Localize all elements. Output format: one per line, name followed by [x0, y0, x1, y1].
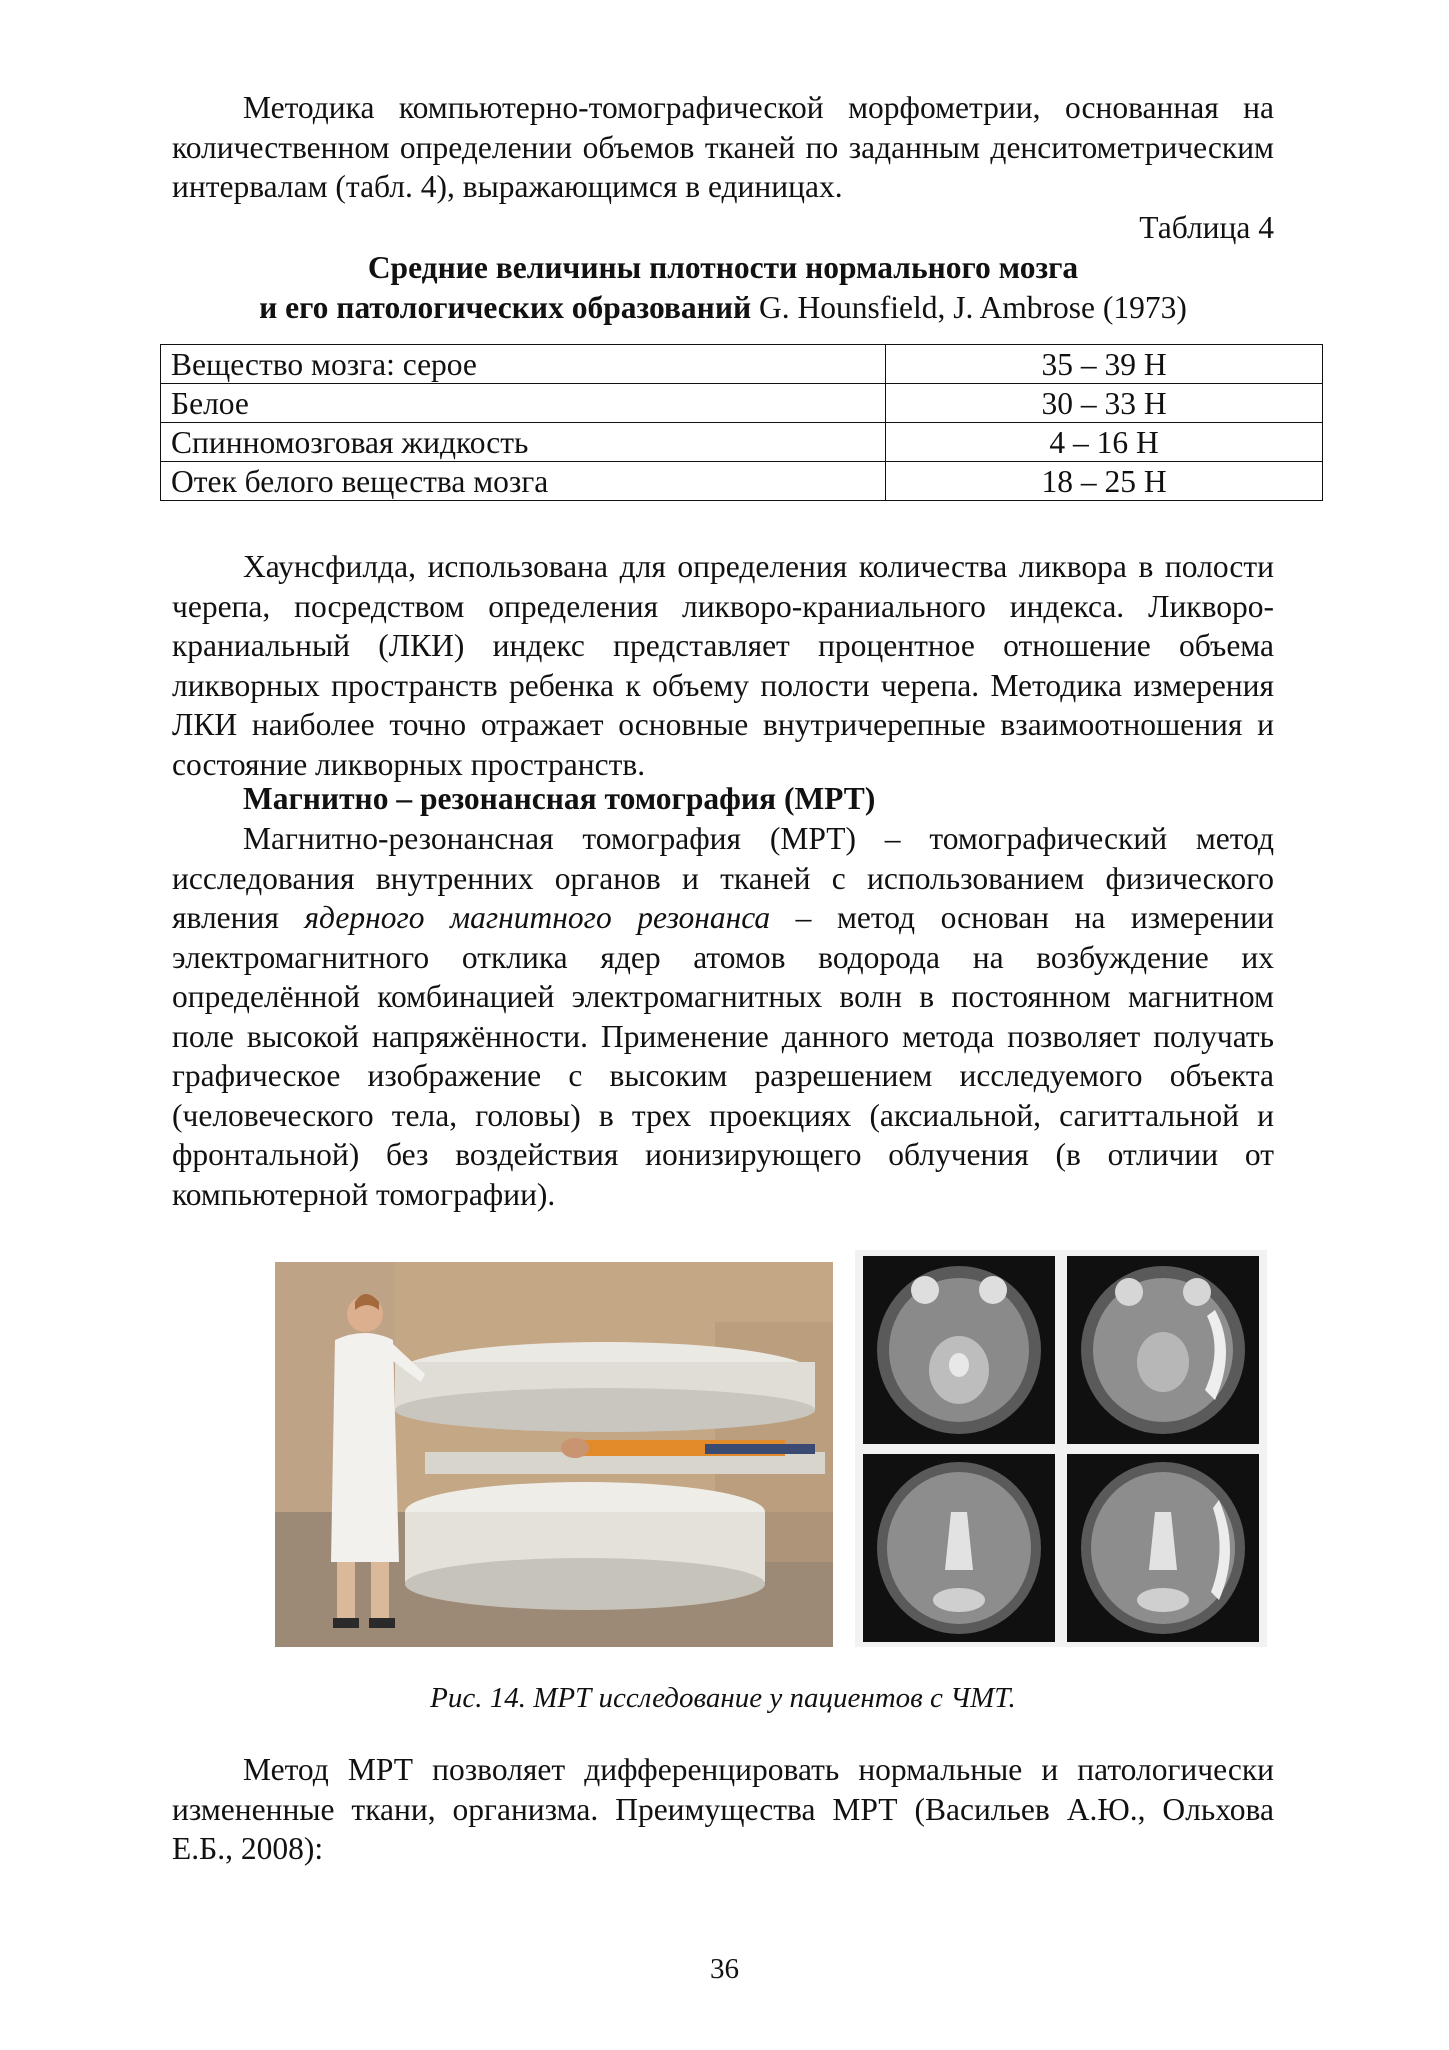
table-title-line2-source: G. Hounsfield, J. Ambrose (1973)	[751, 289, 1187, 325]
mri-scanner-illustration	[275, 1262, 833, 1647]
table-cell-name: Белое	[161, 384, 886, 423]
table-title	[172, 248, 1274, 327]
paragraph-mrt-definition	[172, 819, 1274, 1214]
mri-scan-bottom-right	[1067, 1454, 1259, 1642]
table-row	[161, 345, 1323, 384]
paragraph-mrt-advantages: Метод МРТ позволяет дифференцировать нормальные и патологически измененные ткани, организма. Преимущества МРТ (Васильев А.Ю., Ольхова Е.Б., 2008):	[172, 1752, 1274, 1866]
paragraph-text: – метод основан на измерении электромагнитного отклика ядер атомов водорода на возбуждение их определённой комбинацией электромагнитных волн в постоянном магнитном поле высокой напряжённости. Применение данного метода позволяет получать графическое изображение с высоким разрешением исследуемого объекта (человеческого тела, головы) в трех проекциях (аксиальной, сагиттальной и фронтальной) без воздействия ионизирующего облучения (в отличии от компьютерной томографии).	[172, 900, 1275, 1212]
mri-scan-top-left	[863, 1256, 1055, 1444]
table-row	[161, 462, 1323, 501]
table-row	[161, 423, 1323, 462]
table-cell-value: 4 – 16 Н	[886, 423, 1323, 462]
table-cell-name: Отек белого вещества мозга	[161, 462, 886, 501]
mri-scans-grid	[855, 1250, 1267, 1647]
brain-mri-images	[855, 1250, 1267, 1647]
table-cell-name: Вещество мозга: серое	[161, 345, 886, 384]
section-heading-mrt: Магнитно – резонансная томография (МРТ)	[243, 781, 876, 816]
italic-term: ядерного магнитного резонанса	[304, 900, 771, 935]
page-number: 36	[710, 1953, 739, 1985]
paragraph-intro: Методика компьютерно-томографической морфометрии, основанная на количественном определении объемов тканей по заданным денситометрическим интервалам (табл. 4), выражающимся в единицах.	[172, 90, 1274, 204]
mri-scan-top-right	[1067, 1256, 1259, 1444]
mri-scan-bottom-left	[863, 1454, 1055, 1642]
mri-scanner-photo	[275, 1262, 833, 1647]
table-label: Таблица 4	[1139, 210, 1274, 245]
table-row	[161, 384, 1323, 423]
table-cell-value: 18 – 25 Н	[886, 462, 1323, 501]
table-title-line1: Средние величины плотности нормального мозга	[367, 250, 1079, 285]
figure-caption: Рис. 14. МРТ исследование у пациентов с ЧМТ.	[430, 1682, 1016, 1714]
table-cell-value: 35 – 39 Н	[886, 345, 1323, 384]
table-cell-name: Спинномозговая жидкость	[161, 423, 886, 462]
table-cell-value: 30 – 33 Н	[886, 384, 1323, 423]
paragraph-text: Магнитно-резонансная томография (МРТ) – томографический метод исследования внутренних органов и тканей с использованием физического явления	[172, 821, 1274, 935]
density-table	[160, 344, 1323, 501]
table-title-line2-bold: и его патологических образований	[259, 289, 752, 325]
paragraph-hounsfield: Хаунсфилда, использована для определения количества ликвора в полости черепа, посредством определения ликворо-краниального индекса. Ликворо-краниальный (ЛКИ) индекс представляет процентное отношение объема ликворных пространств ребенка к объему полости черепа. Методика измерения ЛКИ наиболее точно отражает основные внутричерепные взаимоотношения и состояние ликворных пространств.	[172, 549, 1274, 782]
